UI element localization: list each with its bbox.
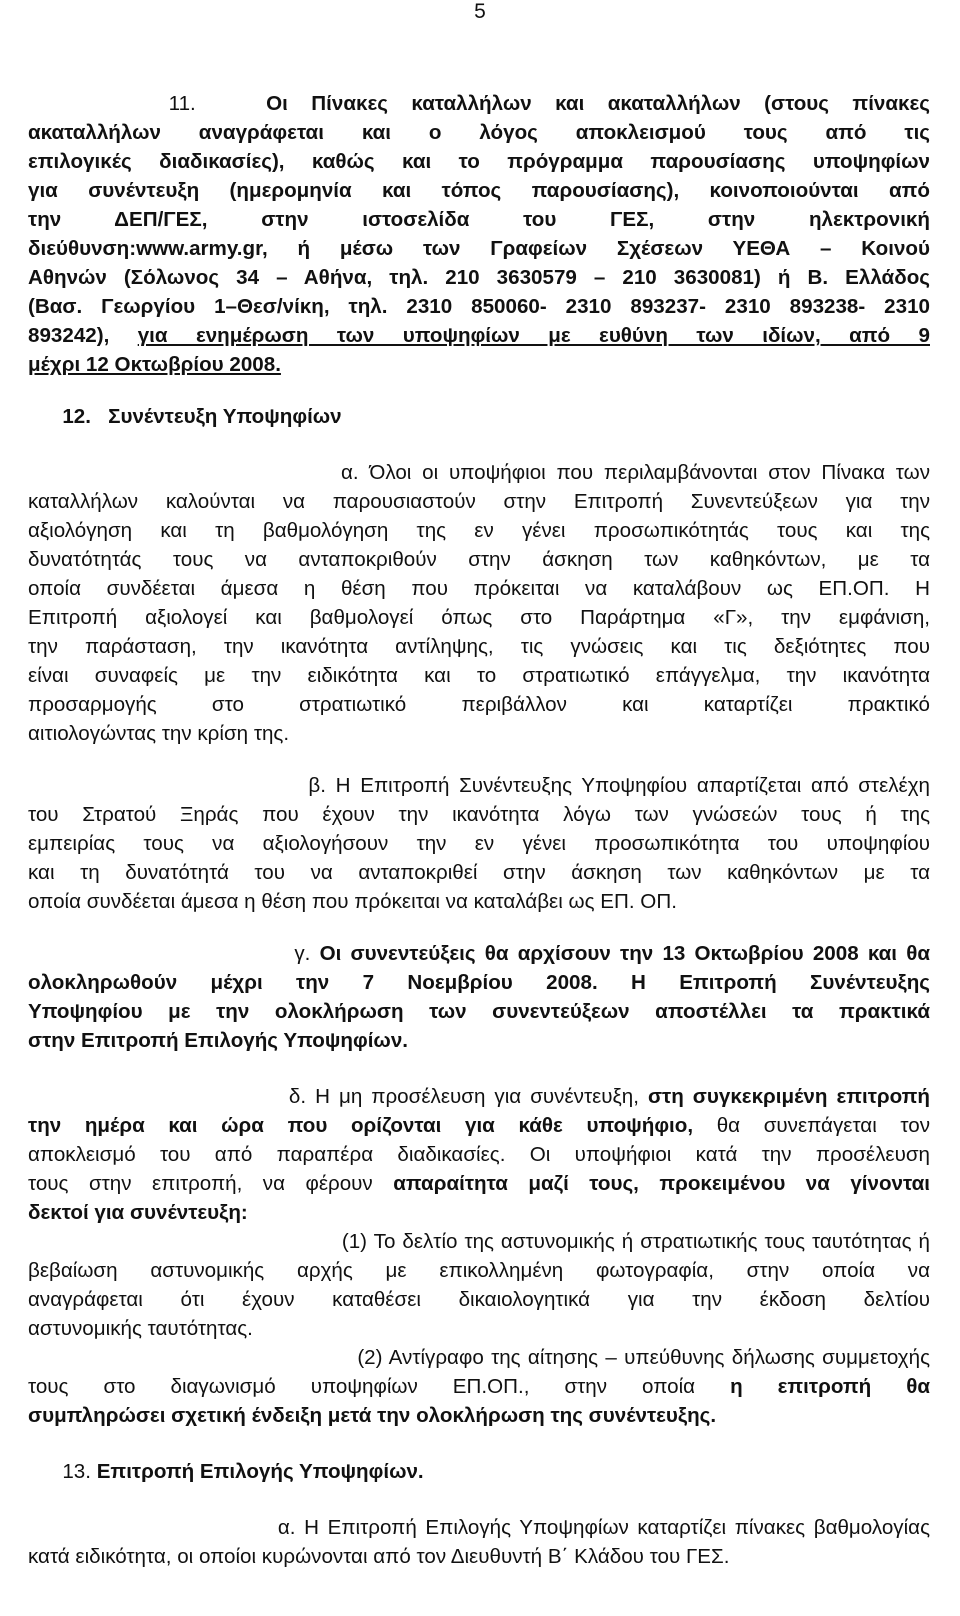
text-line: αιτιολογώντας την κρίση της. bbox=[28, 722, 290, 745]
text-line: γ. Οι συνεντεύξεις θα αρχίσουν την 13 Οκτωβρίου 2008 και θα bbox=[28, 942, 930, 965]
text-line: (Βασ. Γεωργίου 1–Θεσ/νίκη, τηλ. 2310 850060- 2310 893237- 2310 893238- 2310 bbox=[28, 295, 930, 318]
text-line: αστυνομικής ταυτότητας. bbox=[28, 1317, 253, 1340]
text-line: 13. Επιτροπή Επιλογής Υποψηφίων. bbox=[28, 1460, 424, 1483]
text-line: Επιτροπή αξιολογεί και βαθμολογεί όπως στο Παράρτημα «Γ», την εμφάνιση, bbox=[28, 606, 930, 629]
text-line: ακαταλλήλων αναγράφεται και ο λόγος αποκλεισμού τους από τις bbox=[28, 121, 930, 144]
text-line: δ. Η μη προσέλευση για συνέντευξη, στη συγκεκριμένη επιτροπή bbox=[28, 1085, 930, 1108]
text-line: κατά ειδικότητα, οι οποίοι κυρώνονται από τον Διευθυντή Β΄ Κλάδου του ΓΕΣ. bbox=[28, 1545, 730, 1568]
text-line: τους στην επιτροπή, να φέρουν απαραίτητα μαζί τους, προκειμένου να γίνονται bbox=[28, 1172, 930, 1195]
text-line: επιλογικές διαδικασίες), καθώς και το πρόγραμμα παρουσίασης υποψηφίων bbox=[28, 150, 930, 173]
text-line: β. Η Επιτροπή Συνέντευξης Υποψηφίου απαρτίζεται από στελέχη bbox=[28, 774, 930, 797]
text-line: τους στο διαγωνισμό υποψηφίων ΕΠ.ΟΠ., στην οποία η επιτροπή θα bbox=[28, 1375, 930, 1398]
text-line: καταλλήλων καλούνται να παρουσιαστούν στην Επιτροπή Συνεντεύξεων για την bbox=[28, 490, 930, 513]
text-line: δυνατότητάς τους να ανταποκριθούν στην άσκηση των καθηκόντων, με τα bbox=[28, 548, 930, 571]
text-line: για συνέντευξη (ημερομηνία και τόπος παρουσίασης), κοινοποιούνται από bbox=[28, 179, 930, 202]
text-line: δεκτοί για συνέντευξη: bbox=[28, 1201, 248, 1224]
text-line: α. Η Επιτροπή Επιλογής Υποψηφίων καταρτίζει πίνακες βαθμολογίας bbox=[28, 1516, 930, 1539]
text-line: του Στρατού Ξηράς που έχουν την ικανότητα λόγω των γνώσεών τους ή της bbox=[28, 803, 930, 826]
text-line: ολοκληρωθούν μέχρι την 7 Νοεμβρίου 2008. Η Επιτροπή Συνέντευξης bbox=[28, 971, 930, 994]
text-line: αξιολόγηση και τη βαθμολόγηση της εν γένει προσωπικότητάς τους και της bbox=[28, 519, 930, 542]
text-line: α. Όλοι οι υποψήφιοι που περιλαμβάνονται στον Πίνακα των bbox=[28, 461, 930, 484]
text-line: (1) Το δελτίο της αστυνομικής ή στρατιωτικής τους ταυτότητας ή bbox=[28, 1230, 930, 1253]
text-line: αναγράφεται ότι έχουν καταθέσει δικαιολογητικά για την έκδοση δελτίου bbox=[28, 1288, 930, 1311]
text-line: αποκλεισμό του από παραπέρα διαδικασίες. Οι υποψήφιοι κατά την προσέλευση bbox=[28, 1143, 930, 1166]
text-line: την παράσταση, την ικανότητα αντίληψης, τις γνώσεις και τις δεξιότητες που bbox=[28, 635, 930, 658]
text-line: την ΔΕΠ/ΓΕΣ, στην ιστοσελίδα του ΓΕΣ, στην ηλεκτρονική bbox=[28, 208, 930, 231]
text-line: προσαρμογής στο στρατιωτικό περιβάλλον και καταρτίζει πρακτικό bbox=[28, 693, 930, 716]
text-line: 12. Συνέντευξη Υποψηφίων bbox=[62, 405, 342, 428]
text-line: βεβαίωση αστυνομικής αρχής με επικολλημένη φωτογραφία, στην οποία να bbox=[28, 1259, 930, 1282]
text-line: οποία συνδέεται άμεσα η θέση που πρόκειται να καταλάβει ως ΕΠ. ΟΠ. bbox=[28, 890, 677, 913]
text-line: οποία συνδέεται άμεσα η θέση που πρόκειται να καταλάβουν ως ΕΠ.ΟΠ. Η bbox=[28, 577, 930, 600]
text-line: στην Επιτροπή Επιλογής Υποψηφίων. bbox=[28, 1029, 408, 1052]
text-line: είναι συναφείς με την ειδικότητα και το στρατιωτικό επάγγελμα, την ικανότητα bbox=[28, 664, 930, 687]
text-line: και τη δυνατότητά του να ανταποκριθεί στην άσκηση των καθηκόντων με τα bbox=[28, 861, 930, 884]
text-line: 893242), για ενημέρωση των υποψηφίων με ευθύνη των ιδίων, από 9 bbox=[28, 324, 930, 347]
page-number: 5 bbox=[474, 0, 486, 23]
text-line: συμπληρώσει σχετική ένδειξη μετά την ολοκλήρωση της συνέντευξης. bbox=[28, 1404, 717, 1427]
text-line: 11. Οι Πίνακες καταλλήλων και ακαταλλήλων (στους πίνακες bbox=[28, 92, 930, 115]
text-line: μέχρι 12 Οκτωβρίου 2008. bbox=[28, 353, 281, 376]
text-line: την ημέρα και ώρα που ορίζονται για κάθε υποψήφιο, θα συνεπάγεται τον bbox=[28, 1114, 930, 1137]
text-line: (2) Αντίγραφο της αίτησης – υπεύθυνης δήλωσης συμμετοχής bbox=[28, 1346, 930, 1369]
text-line: Υποψηφίου με την ολοκλήρωση των συνεντεύξεων αποστέλλει τα πρακτικά bbox=[28, 1000, 930, 1023]
text-line: εμπειρίας τους να αξιολογήσουν την εν γένει προσωπικότητα του υποψηφίου bbox=[28, 832, 930, 855]
text-line: διεύθυνση:www.army.gr, ή μέσω των Γραφείων Σχέσεων ΥΕΘΑ – Κοινού bbox=[28, 237, 930, 260]
text-line: Αθηνών (Σόλωνος 34 – Αθήνα, τηλ. 210 3630579 – 210 3630081) ή Β. Ελλάδος bbox=[28, 266, 930, 289]
